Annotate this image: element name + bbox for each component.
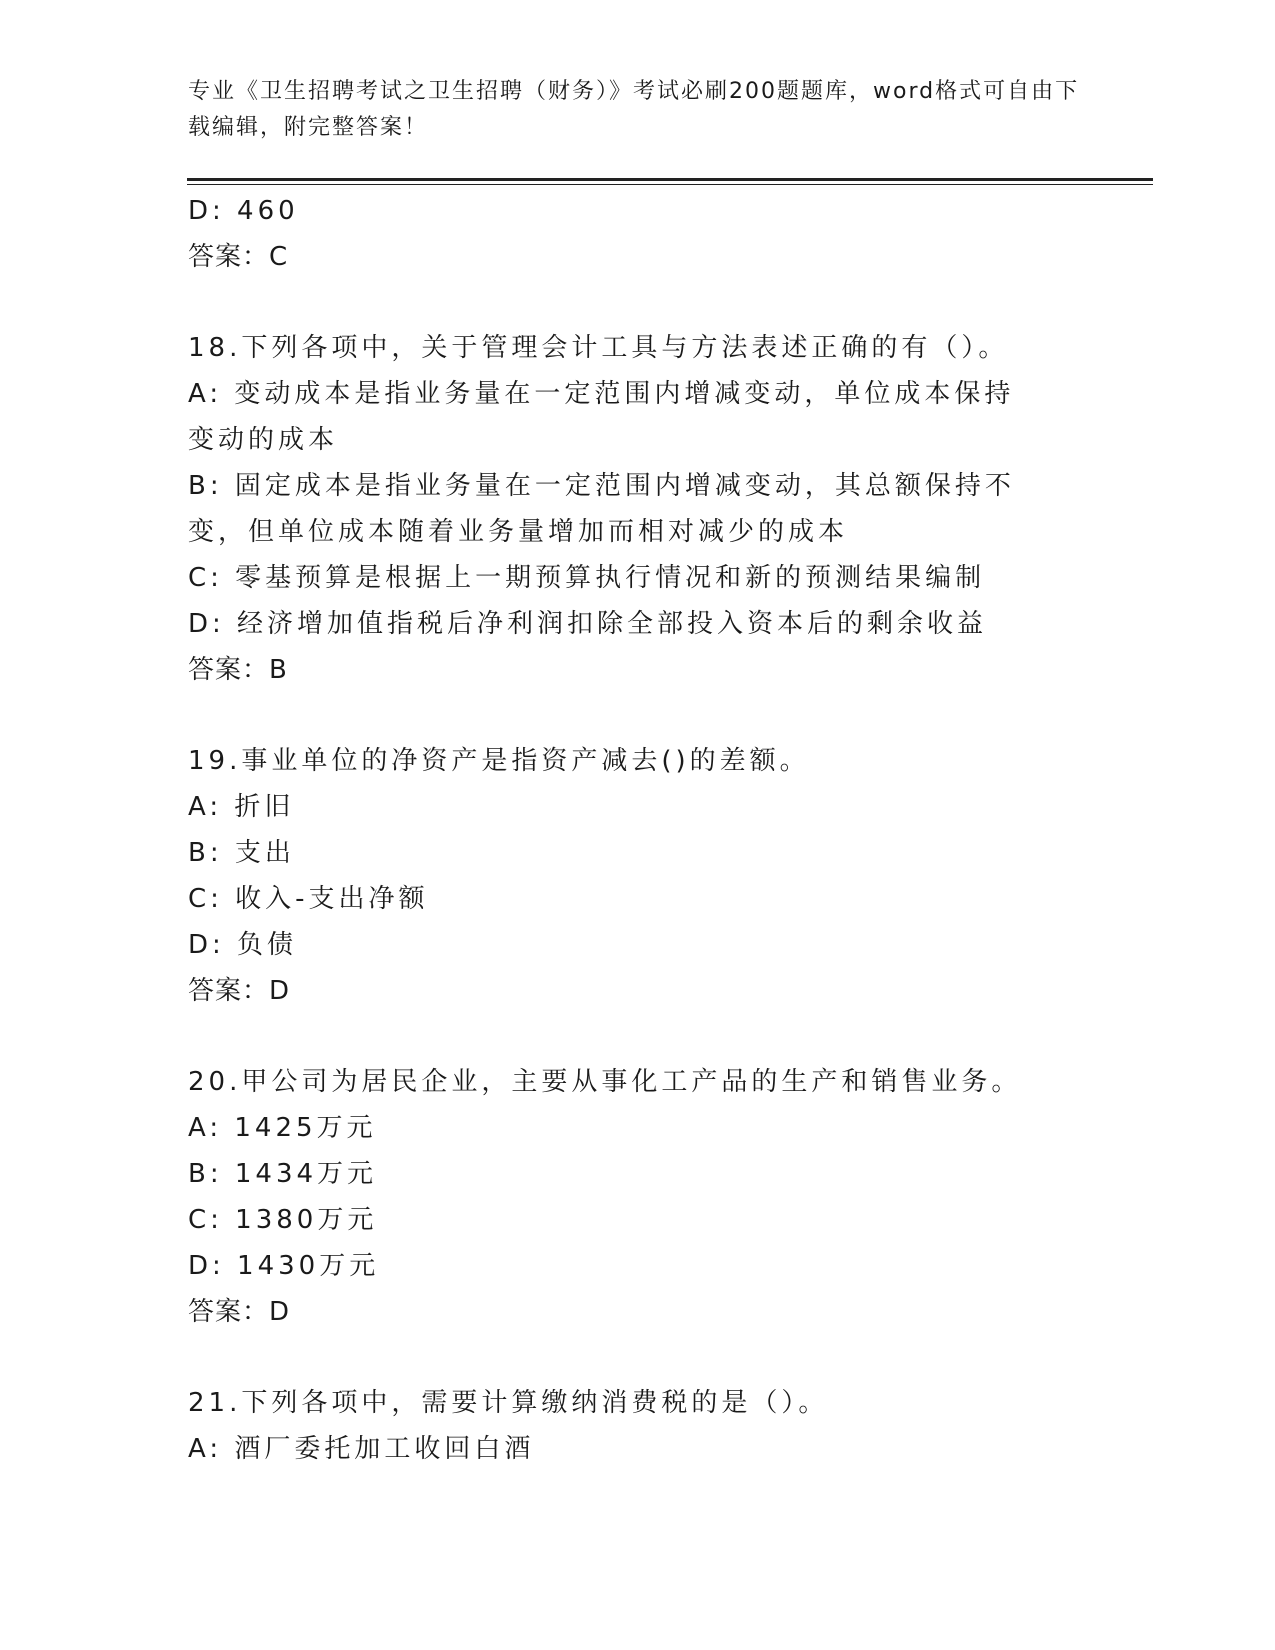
prev-option-d: D: 460: [188, 196, 299, 226]
question-content: [188, 188, 1088, 1472]
answer: 答案：D: [188, 976, 291, 1006]
question-stem: 19.事业单位的净资产是指资产减去()的差额。: [188, 746, 810, 776]
question-stem: 21.下列各项中，需要计算缴纳消费税的是（）。: [188, 1388, 829, 1418]
prev-answer: 答案：C: [188, 242, 289, 272]
option-a: A: 酒厂委托加工收回白酒: [188, 1434, 535, 1464]
document-header: [188, 74, 1088, 146]
option-a: A: 变动成本是指业务量在一定范围内增减变动，单位成本保持变动的成本: [188, 379, 1015, 455]
option-b: B: 支出: [188, 838, 295, 868]
option-d: D: 经济增加值指税后净利润扣除全部投入资本后的剩余收益: [188, 609, 988, 639]
question-stem: 20.甲公司为居民企业，主要从事化工产品的生产和销售业务。: [188, 1067, 1022, 1097]
question-21: [188, 1380, 1088, 1472]
option-d: D: 负债: [188, 930, 298, 960]
option-c: C: 零基预算是根据上一期预算执行情况和新的预测结果编制: [188, 563, 986, 593]
option-a: A: 折旧: [188, 792, 295, 822]
option-b: B: 固定成本是指业务量在一定范围内增减变动，其总额保持不变，但单位成本随着业务量增加而相对减少的成本: [188, 471, 1015, 547]
option-c: C: 1380万元: [188, 1205, 378, 1235]
option-b: B: 1434万元: [188, 1159, 378, 1189]
document-header-title: 专业《卫生招聘考试之卫生招聘（财务）》考试必刷200题题库，word格式可自由下载编辑，附完整答案！: [188, 79, 1080, 140]
question-18: [188, 325, 1088, 693]
header-divider: [187, 178, 1153, 185]
answer: 答案：D: [188, 1297, 291, 1327]
question-stem: 18.下列各项中，关于管理会计工具与方法表述正确的有（）。: [188, 333, 1009, 363]
option-d: D: 1430万元: [188, 1251, 380, 1281]
question-20: [188, 1059, 1088, 1335]
option-a: A: 1425万元: [188, 1113, 377, 1143]
question-19: [188, 738, 1088, 1014]
answer: 答案：B: [188, 655, 288, 685]
option-c: C: 收入-支出净额: [188, 884, 429, 914]
